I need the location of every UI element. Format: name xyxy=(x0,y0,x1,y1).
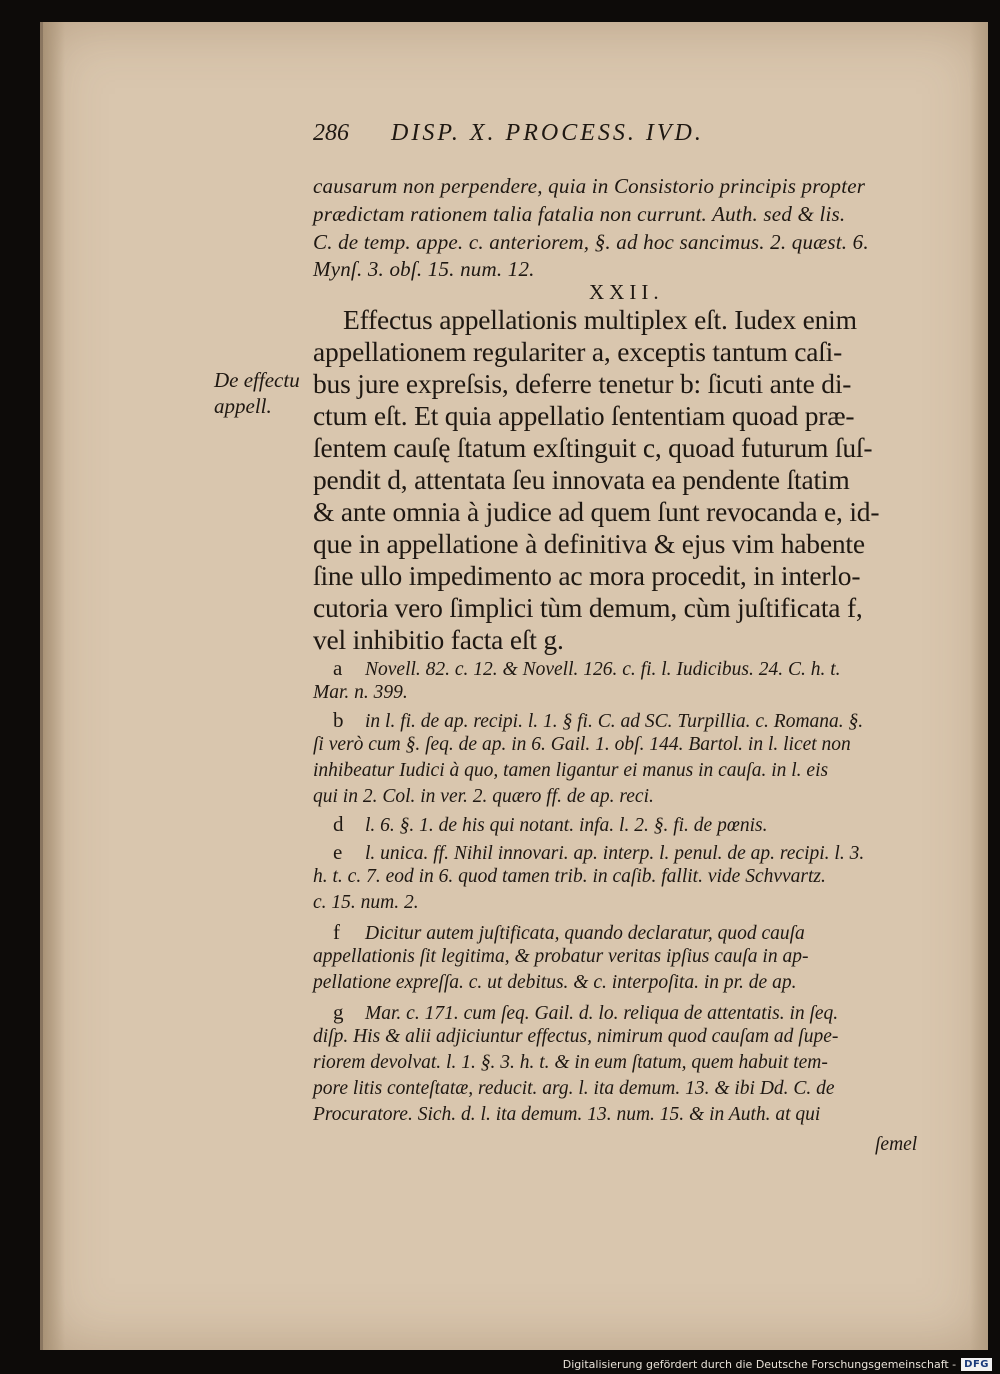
footnote-text: qui in 2. Col. in ver. 2. quæro ff. de ap. reci. xyxy=(313,786,654,807)
footnote-text: in l. fi. de ap. recipi. l. 1. § fi. C. ad SC. Turpillia. c. Romana. §. xyxy=(365,711,864,732)
main-line: pendit d, attentata ſeu innovata ea pendente ſtatim xyxy=(313,464,850,495)
main-line: bus jure expreſsis, deferre tenetur b: ſicuti ante di- xyxy=(313,368,852,399)
footnote-text: c. 15. num. 2. xyxy=(313,892,419,913)
main-line: ctum eſt. Et quia appellatio ſententiam quoad præ- xyxy=(313,400,855,431)
footnote-mark: f xyxy=(333,920,340,944)
running-header xyxy=(313,120,704,147)
intro-line: Mynſ. 3. obſ. 15. num. 12. xyxy=(313,257,535,281)
footnote-mark: d xyxy=(333,812,344,836)
footnote-text: Procuratore. Sich. d. l. ita demum. 13. num. 15. & in Auth. at qui xyxy=(313,1104,821,1125)
catchword: ſemel xyxy=(875,1134,918,1155)
running-title: DISP. X. PROCESS. IVD. xyxy=(391,120,704,146)
margin-note: appell. xyxy=(214,394,272,418)
main-line: vel inhibitio facta eſt g. xyxy=(313,624,564,655)
dfg-logo: DFG xyxy=(961,1358,992,1371)
footnote-mark: g xyxy=(333,1000,344,1024)
footnote-text: Mar. c. 171. cum ſeq. Gail. d. lo. reliqua de attentatis. in ſeq. xyxy=(365,1003,839,1024)
footnote-text: l. 6. §. 1. de his qui notant. infa. l. 2. §. fi. de pœnis. xyxy=(365,815,768,836)
credit-text: Digitalisierung gefördert durch die Deutsche Forschungsgemeinschaft - xyxy=(562,1358,957,1371)
main-line: Effectus appellationis multiplex eſt. Iudex enim xyxy=(343,304,857,335)
footnote-text: riorem devolvat. l. 1. §. 3. h. t. & in eum ſtatum, quem habuit tem- xyxy=(313,1052,828,1073)
footnote-text: pellatione expreſſa. c. ut debitus. & c. interpoſita. in pr. de ap. xyxy=(313,972,797,993)
page-number: 286 xyxy=(313,120,349,146)
main-line: que in appellatione à definitiva & ejus vim habente xyxy=(313,528,865,559)
main-line: appellationem regulariter a, exceptis tantum caſi- xyxy=(313,336,843,367)
main-line: cutoria vero ſimplici tùm demum, cùm juſtificata f, xyxy=(313,592,863,623)
margin-note: De effectu xyxy=(214,368,300,392)
footnote-mark: e xyxy=(333,840,343,864)
intro-line: causarum non perpendere, quia in Consistorio principis propter xyxy=(313,174,866,198)
footnote-text: appellationis ſit legitima, & probatur veritas ipſius cauſa in ap- xyxy=(313,946,809,967)
footnote-text: Dicitur autem juſtificata, quando declaratur, quod cauſa xyxy=(365,923,805,944)
footnote-text: pore litis conteſtatæ, reducit. arg. l. ita demum. 13. & ibi Dd. C. de xyxy=(313,1078,835,1099)
intro-line: C. de temp. appe. c. anteriorem, §. ad hoc sancimus. 2. quæst. 6. xyxy=(313,230,869,254)
book-page xyxy=(40,22,988,1350)
footnote-mark: a xyxy=(333,656,343,680)
footnote-text: diſp. His & alii adjiciuntur effectus, nimirum quod cauſam ad ſupe- xyxy=(313,1026,839,1047)
section-number: XXII. xyxy=(589,280,664,304)
footnote-text: ſi verò cum §. ſeq. de ap. in 6. Gail. 1. obſ. 144. Bartol. in l. licet non xyxy=(313,734,851,755)
footnote-mark: b xyxy=(333,708,344,732)
intro-line: prædictam rationem talia fatalia non currunt. Auth. sed & lis. xyxy=(313,202,846,226)
digitization-credit xyxy=(563,1358,992,1371)
footnote-text: Mar. n. 399. xyxy=(313,682,408,703)
main-line: ſine ullo impedimento ac mora procedit, in interlo- xyxy=(313,560,861,591)
footnote-text: Novell. 82. c. 12. & Novell. 126. c. fi. l. Iudicibus. 24. C. h. t. xyxy=(365,659,841,680)
main-line: & ante omnia à judice ad quem ſunt revocanda e, id- xyxy=(313,496,880,527)
footnote-text: l. unica. ff. Nihil innovari. ap. interp. l. penul. de ap. recipi. l. 3. xyxy=(365,843,865,864)
footnote-text: h. t. c. 7. eod in 6. quod tamen trib. in caſib. fallit. vide Schvvartz. xyxy=(313,866,826,887)
main-line: ſentem cauſę ſtatum exſtinguit c, quoad futurum ſuſ- xyxy=(313,432,873,463)
footnote-text: inhibeatur Iudici à quo, tamen ligantur ei manus in cauſa. in l. eis xyxy=(313,760,829,781)
